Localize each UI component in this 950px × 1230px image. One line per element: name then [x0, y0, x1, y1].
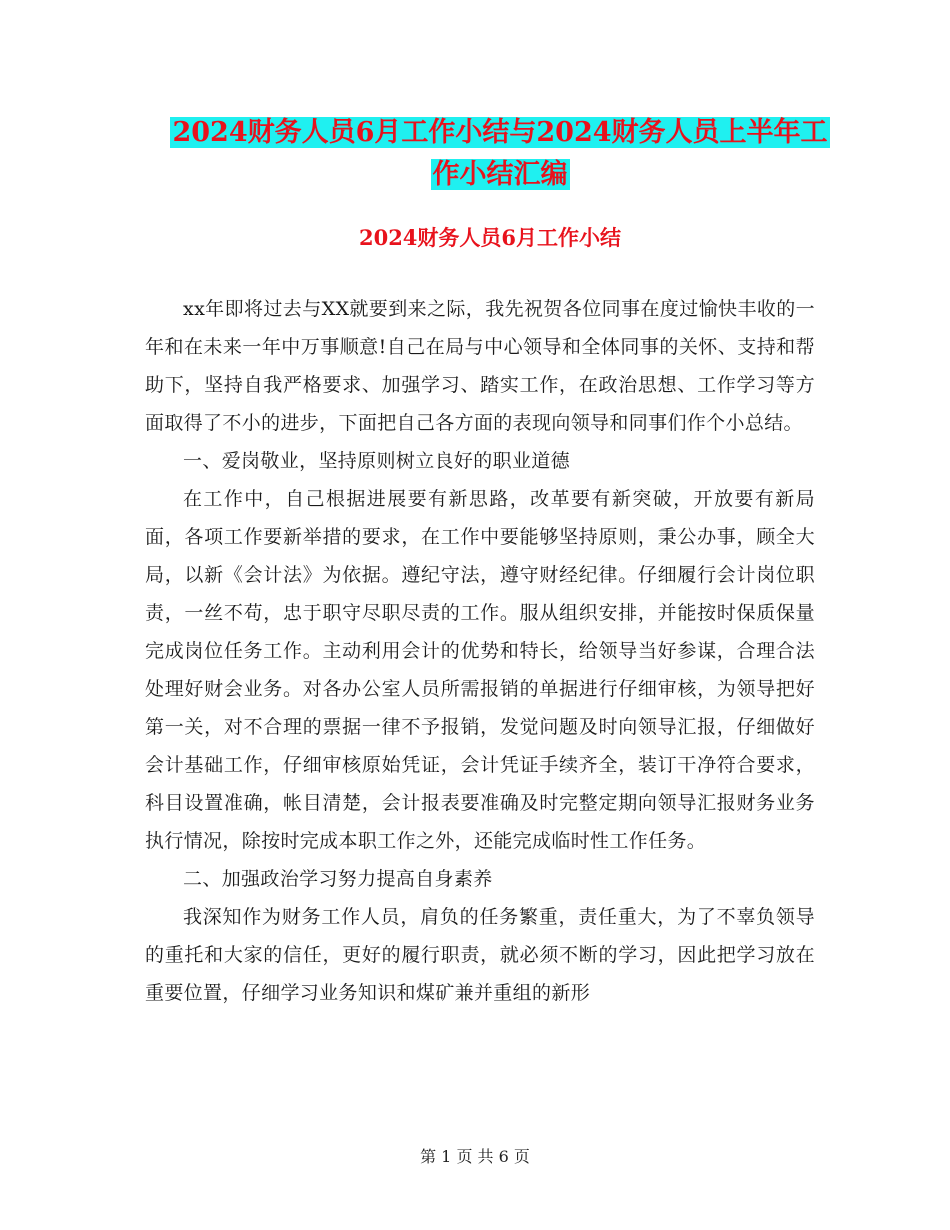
- heading-section-2: 二、加强政治学习努力提高自身素养: [183, 868, 493, 890]
- paragraph-section-2: 我深知作为财务工作人员，肩负的任务繁重，责任重大，为了不辜负领导的重托和大家的信任，更好的履行职责，就必须不断的学习，因此把学习放在重要位置，仔细学习业务知识和煤矿兼并重组的新形: [145, 906, 815, 1004]
- main-title-line2: [140, 152, 860, 198]
- page-footer: 第 1 页 共 6 页: [420, 1147, 530, 1166]
- main-title-highlight: 作小结汇编: [432, 159, 568, 190]
- heading-section-1: 一、爱岗敬业，坚持原则树立良好的职业道德: [183, 450, 571, 472]
- paragraph-section-1: 在工作中，自己根据进展要有新思路，改革要有新突破，开放要有新局面，各项工作要新举措的要求，在工作中要能够坚持原则，秉公办事，顾全大局，以新《会计法》为依据。遵纪守法，遵守财经纪律。仔细履行会计岗位职责，一丝不苟，忠于职守尽职尽责的工作。服从组织安排，并能按时保质保量完成岗位任务工作。主动利用会计的优势和特长，给领导当好参谋，合理合法处理好财会业务。对各办公室人员所需报销的单据进行仔细审核，为领导把好第一关，对不合理的票据一律不予报销，发觉问题及时向领导汇报，仔细做好会计基础工作，仔细审核原始凭证，会计凭证手续齐全，装订干净符合要求，科目设置准确，帐目清楚，会计报表要准确及时完整定期向领导汇报财务业务执行情况，除按时完成本职工作之外，还能完成临时性工作任务。: [145, 488, 815, 852]
- main-title-highlight: 2024财务人员6月工作小结与2024财务人员上半年工: [172, 117, 828, 148]
- section-title: 2024财务人员6月工作小结: [358, 225, 622, 250]
- document-body: [145, 290, 815, 1012]
- main-title-line1: [140, 110, 860, 156]
- paragraph-intro: xx年即将过去与XX就要到来之际，我先祝贺各位同事在度过愉快丰收的一年和在未来一年中万事顺意!自己在局与中心领导和全体同事的关怀、支持和帮助下，坚持自我严格要求、加强学习、踏实工作，在政治思想、工作学习等方面取得了不小的进步，下面把自己各方面的表现向领导和同事们作个小总结。: [145, 298, 815, 434]
